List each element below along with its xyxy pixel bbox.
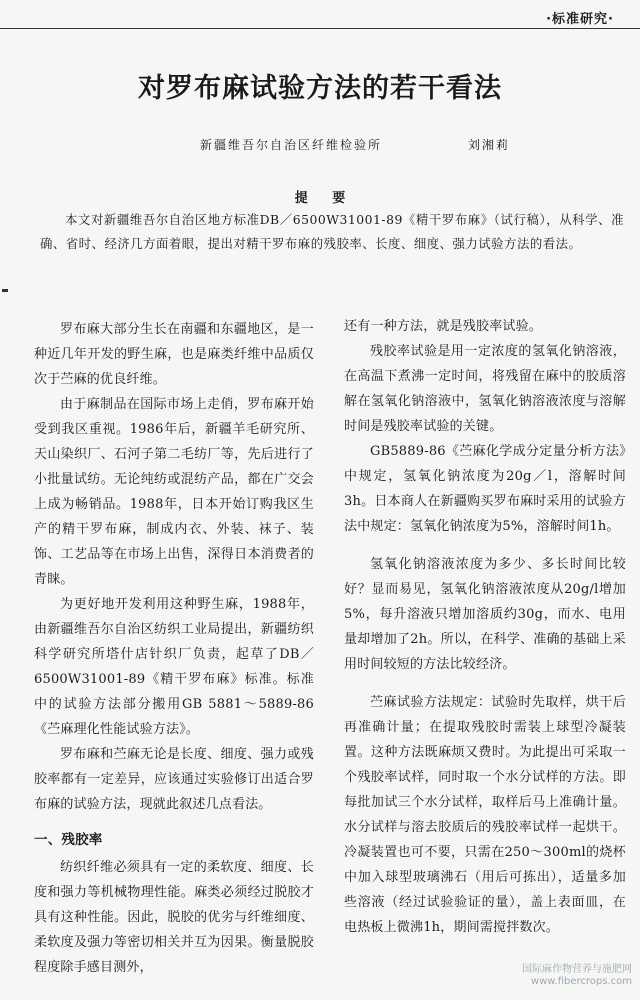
left-column xyxy=(34,317,314,980)
margin-mark xyxy=(2,289,8,292)
paragraph: 为更好地开发利用这种野生麻，1988年，由新疆维吾尔自治区纺织工业局提出，新疆纺织科学研究所塔什店针织厂负责，起草了DB／6500W31001-89《精干罗布麻》标准。标准中的试验方法部分搬用GB 5881～5889-86《苎麻理化性能试验方法》。 xyxy=(34,597,314,737)
paragraph: 罗布麻大部分生长在南疆和东疆地区，是一种近几年开发的野生麻，也是麻类纤维中品质仅次于苎麻的优良纤维。 xyxy=(34,322,314,387)
author-name: 刘湘莉 xyxy=(468,138,511,152)
article-title: 对罗布麻试验方法的若干看法 xyxy=(138,73,502,104)
author-affiliation: 新疆维吾尔自治区纤维检验所 xyxy=(200,138,383,152)
watermark xyxy=(522,964,632,988)
paragraph: 残胶率试验是用一定浓度的氢氧化钠溶液，在高温下煮沸一定时间，将残留在麻中的胶质溶解在氢氧化钠溶液中，氢氧化钠溶液浓度与溶解时间是残胶率试验的关键。 xyxy=(344,344,626,434)
paragraph: 罗布麻和苎麻无论是长度、细度、强力或残胶率都有一定差异，应该通过实验修订出适合罗布麻的试验方法，现就此叙述几点看法。 xyxy=(34,747,314,812)
abstract-heading: 提 要 xyxy=(294,191,346,206)
section-tag: ·标准研究· xyxy=(546,12,614,27)
paragraph: GB5889-86《苎麻化学成分定量分析方法》中规定，氢氧化钠浓度为20g／l，溶解时间3h。日本商人在新疆购买罗布麻时采用的试验方法中规定：氢氧化钠浓度为5%，溶解时间1h。 xyxy=(344,444,626,534)
abstract-text: 本文对新疆维吾尔自治区地方标准DB／6500W31001-89《精干罗布麻》（试行稿），从科学、准确、省时、经济几方面着眼，提出对精干罗布麻的残胶率、长度、细度、强力试验方法的看法。 xyxy=(40,212,624,251)
paragraph: 纺织纤维必须具有一定的柔软度、细度、长度和强力等机械物理性能。麻类必须经过脱胶才具有这种性能。因此，脱胶的优劣与纤维细度、柔软度及强力等密切相关并互为因果。衡量脱胶程度除手感目测外， xyxy=(34,860,314,975)
top-rule xyxy=(0,28,640,29)
paragraph: 氢氧化钠溶液浓度为多少、多长时间比较好？显而易见，氢氧化钠溶液浓度从20g/l增加5%，每升溶液只增加溶质约30g，而水、电用量却增加了2h。所以，在科学、准确的基础上采用时间较短的方法比较经济。 xyxy=(344,557,626,672)
right-column xyxy=(344,314,626,940)
watermark-line: 国际麻作物营养与施肥网 xyxy=(522,964,632,975)
section-heading: 一、残胶率 xyxy=(34,832,103,848)
watermark-url: www.fibercrops.com xyxy=(530,976,632,987)
paragraph: 苎麻试验方法规定：试验时先取样，烘干后再准确计量；在提取残胶时需装上球型冷凝装置。这种方法既麻烦又费时。为此提出可采取一个残胶率试样，同时取一个水分试样的方法。即每批加试三个水分试样，取样后马上准确计量。水分试样与溶去胶质后的残胶率试样一起烘干。冷凝装置也可不要，只需在250～300ml的烧杯中加入球型玻璃沸石（用后可拣出），适量多加些溶液（经过试验验证的量），盖上表面皿，在电热板上微沸1h，期间需搅拌数次。 xyxy=(344,695,626,935)
paragraph: 由于麻制品在国际市场上走俏，罗布麻开始受到我区重视。1986年后，新疆羊毛研究所、天山染织厂、石河子第二毛纺厂等，先后进行了小批量试纺。无论纯纺或混纺产品，都在广交会上成为畅销品。1988年，日本开始订购我区生产的精干罗布麻，制成内衣、外装、袜子、装饰、工艺品等在市场上出售，深得日本消费者的青睐。 xyxy=(34,397,314,587)
paragraph: 还有一种方法，就是残胶率试验。 xyxy=(344,319,543,334)
